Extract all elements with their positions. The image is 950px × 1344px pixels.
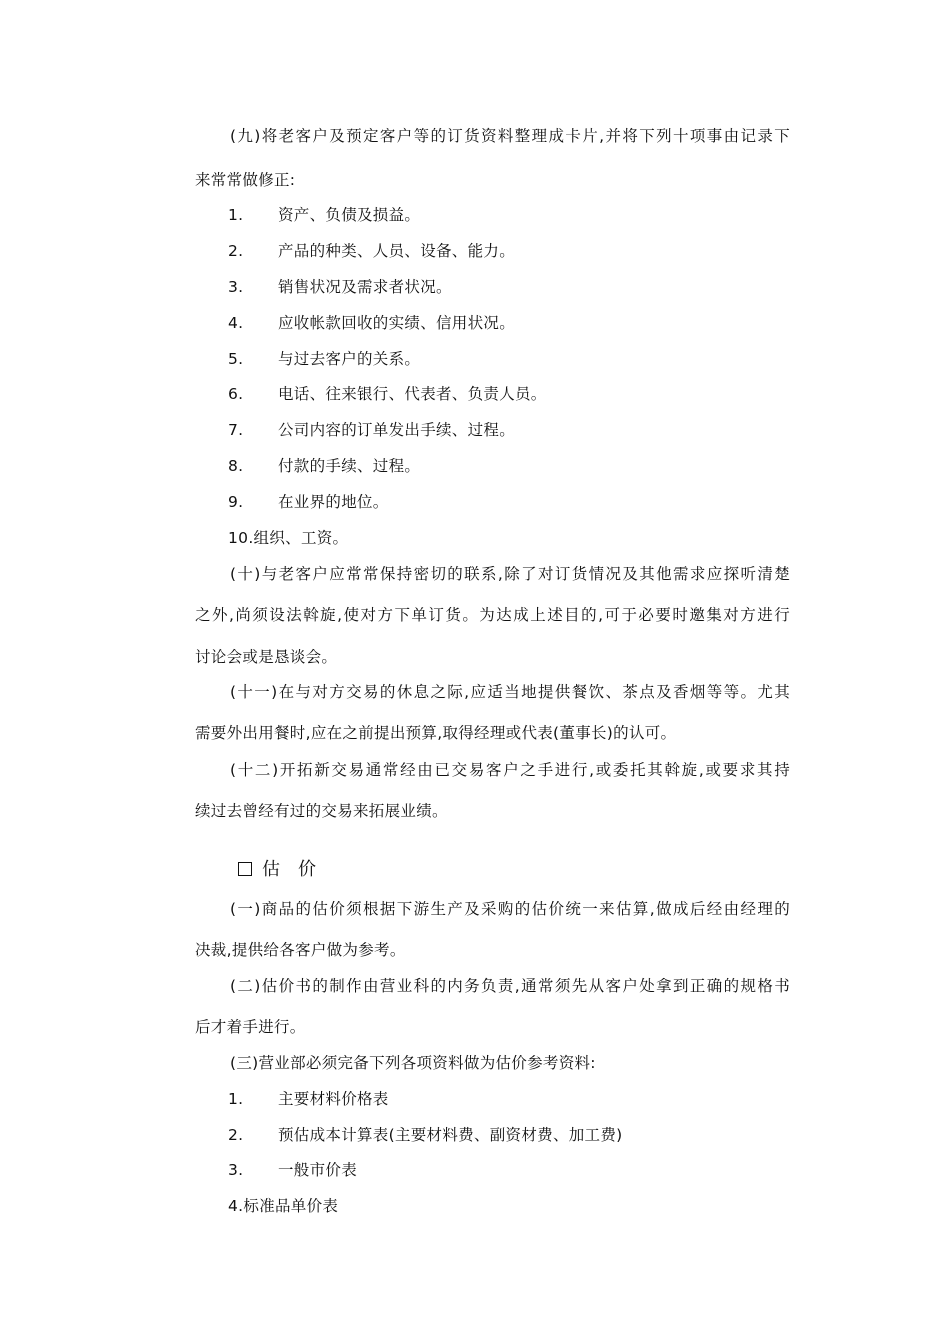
list-item-4: 4.标准品单价表 <box>228 1197 339 1215</box>
list-item-text: 一般市价表 <box>278 1161 358 1179</box>
list-item-number: 3. <box>228 278 244 296</box>
list-item-number: 9. <box>228 493 244 511</box>
list-item-text: 资产、负债及损益。 <box>278 206 421 224</box>
list-item-text: 与过去客户的关系。 <box>278 350 421 368</box>
section9-line2: 来常常做修正: <box>195 171 296 189</box>
list-item-number: 6. <box>228 385 244 403</box>
section12-line2: 续过去曾经有过的交易来拓展业绩。 <box>195 802 448 820</box>
checkbox-square-icon <box>238 862 252 876</box>
list-item-10: 10.组织、工资。 <box>228 529 349 547</box>
list-item-number: 3. <box>228 1161 244 1179</box>
list-item-number: 4. <box>228 314 244 332</box>
heading-text: 估 价 <box>262 859 316 880</box>
estimate3-line1: (三)营业部必须完备下列各项资料做为估价参考资料: <box>230 1054 596 1072</box>
list-item-text: 付款的手续、过程。 <box>278 457 421 475</box>
list-item-number: 5. <box>228 350 244 368</box>
section10-line2: 之外,尚须设法斡旋,使对方下单订货。为达成上述目的,可于必要时邀集对方进行 <box>195 606 790 624</box>
estimate2-line2: 后才着手进行。 <box>195 1018 306 1036</box>
section12-line1: (十二)开拓新交易通常经由已交易客户之手进行,或委托其斡旋,或要求其持 <box>230 761 790 779</box>
list-item-number: 2. <box>228 242 244 260</box>
list-item-number: 7. <box>228 421 244 439</box>
section10-line3: 讨论会或是恳谈会。 <box>195 648 338 666</box>
estimate2-line1: (二)估价书的制作由营业科的内务负责,通常须先从客户处拿到正确的规格书 <box>230 977 790 995</box>
list-item-number: 2. <box>228 1126 244 1144</box>
section10-line1: (十)与老客户应常常保持密切的联系,除了对订货情况及其他需求应探听清楚 <box>230 565 790 583</box>
list-item-text: 应收帐款回收的实绩、信用状况。 <box>278 314 516 332</box>
list-item-text: 产品的种类、人员、设备、能力。 <box>278 242 516 260</box>
section11-line1: (十一)在与对方交易的休息之际,应适当地提供餐饮、茶点及香烟等等。尤其 <box>230 683 790 701</box>
section9-line1: (九)将老客户及预定客户等的订货资料整理成卡片,并将下列十项事由记录下 <box>230 127 790 145</box>
list-item-text: 主要材料价格表 <box>278 1090 389 1108</box>
section-heading <box>238 858 316 882</box>
list-item-number: 8. <box>228 457 244 475</box>
estimate1-line2: 决裁,提供给各客户做为参考。 <box>195 941 406 959</box>
list-item-text: 在业界的地位。 <box>278 493 389 511</box>
list-item-text: 预估成本计算表(主要材料费、副资材费、加工费) <box>278 1126 623 1144</box>
list-item-number: 1. <box>228 206 244 224</box>
list-item-number: 1. <box>228 1090 244 1108</box>
estimate1-line1: (一)商品的估价须根据下游生产及采购的估价统一来估算,做成后经由经理的 <box>230 900 790 918</box>
list-item-text: 公司内容的订单发出手续、过程。 <box>278 421 516 439</box>
list-item-text: 电话、往来银行、代表者、负责人员。 <box>278 385 547 403</box>
section11-line2: 需要外出用餐时,应在之前提出预算,取得经理或代表(董事长)的认可。 <box>195 724 677 742</box>
list-item-text: 销售状况及需求者状况。 <box>278 278 452 296</box>
